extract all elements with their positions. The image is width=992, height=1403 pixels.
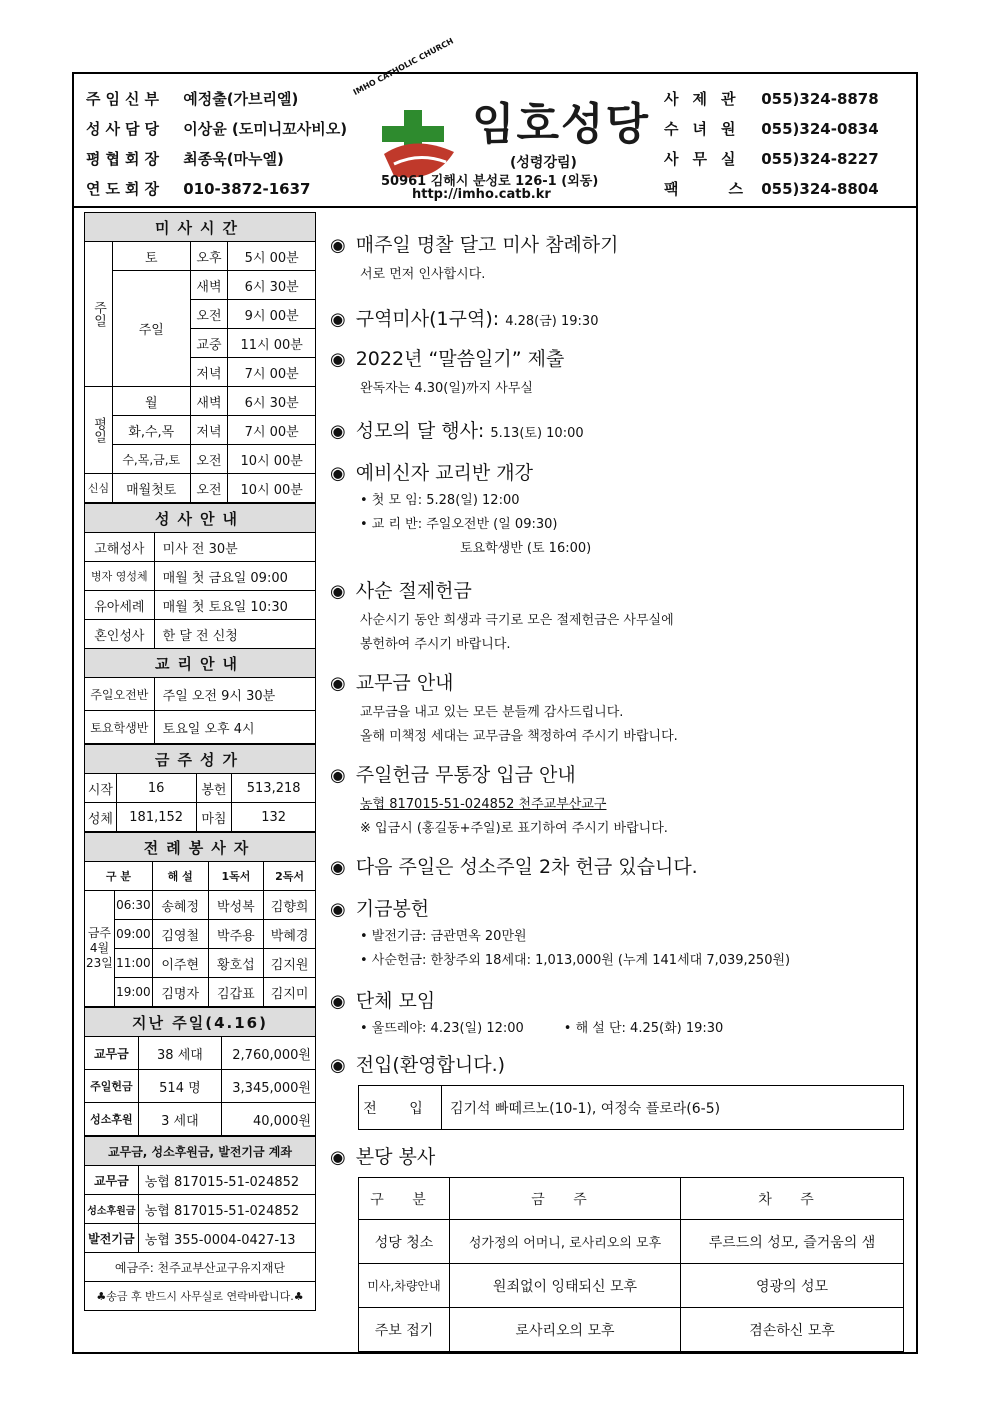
bullet-icon: ◉ — [330, 1147, 346, 1168]
notice-diary: ◉ 2022년 “말씀일기” 제출 완독자는 4.30(일)까지 사무실 — [330, 348, 565, 396]
header-yeondo: 연도회장 010-3872-1637 — [86, 180, 311, 198]
notice-bank-transfer: ◉ 주일헌금 무통장 입금 안내 농협 817015-51-024852 천주교부산교구 ※ 입금시 (홍길동+주일)로 표기하여 주시기 바랍니다. — [330, 764, 668, 836]
sunday-label: 주일 — [85, 242, 113, 387]
bullet-icon: ◉ — [330, 581, 346, 602]
bullet-icon: ◉ — [330, 421, 346, 442]
accounts-title: 교무금, 성소후원금, 발전기금 계좌 — [85, 1137, 316, 1166]
last-week-title: 지난 주일(4.16) — [85, 1008, 316, 1037]
header-fax: 팩스 055)324-8804 — [664, 180, 879, 198]
bullet-icon: ◉ — [330, 765, 346, 786]
notice-district-mass: ◉ 구역미사(1구역): 4.28(금) 19:30 — [330, 308, 599, 330]
church-address: 50961 김해시 분성로 126-1 (외동) — [381, 174, 599, 189]
notice-lent-offering: ◉ 사순 절제헌금 사순시기 동안 희생과 극기로 모은 절제헌금은 사무실에 봉헌하여 주시기 바랍니다. — [330, 580, 674, 652]
servers-date: 금주 4월 23일 — [85, 891, 115, 1007]
bullet-icon: ◉ — [330, 857, 346, 878]
notice-vocation-sunday: ◉ 다음 주일은 성소주일 2차 헌금 있습니다. — [330, 856, 698, 878]
notice-nametag: ◉ 매주일 명찰 달고 미사 참례하기 서로 먼저 인사합시다. — [330, 234, 619, 282]
header-sacrament: 성사담당 이상윤 (도미니꼬사비오) — [86, 120, 348, 138]
mass-title: 미사시간 — [85, 213, 316, 242]
bullet-icon: ◉ — [330, 673, 346, 694]
sacrament-title: 성사안내 — [85, 504, 316, 533]
notice-welcome: ◉ 전입(환영합니다.) 전 입 김기석 빠떼르노(10-1), 여정숙 플로라(6-5) — [330, 1050, 910, 1130]
depositor: 예금주: 천주교부산교구유지재단 — [85, 1253, 316, 1282]
mass-table: 미사시간 주일 토 오후 5시 00분 주일 새벽 6시 30분 오전 9시 00분 교중 11시 00분 저녁 7시 00분 평일 월 새벽 6시 30분 화,수,목 저녁 7시 00분 수,목,금,토 오전 10시 00분 신심 매월첫토 오전 10시 00분 — [84, 212, 316, 503]
notice-fund: ◉ 기금봉헌 • 발전기금: 금관면옥 20만원 • 사순헌금: 한창주외 18세대: 1,013,000원 (누계 141세대 7,039,250원) — [330, 898, 791, 968]
notice: ♣송금 후 반드시 사무실로 연락바랍니다.♣ — [85, 1282, 316, 1311]
bullet-icon: ◉ — [330, 991, 346, 1012]
servers-title: 전례봉사자 — [85, 833, 316, 862]
church-name: 임호성당 — [472, 99, 651, 150]
header — [74, 36, 916, 208]
bullet-icon: ◉ — [330, 899, 346, 920]
church-subtitle: (성령강림) — [510, 155, 577, 171]
last-week-table: 지난 주일(4.16) 교무금 38 세대 2,760,000원 주일헌금 514 명 3,345,000원 성소후원 3 세대 40,000원 — [84, 1007, 316, 1136]
notice-mary-month: ◉ 성모의 달 행사: 5.13(토) 10:00 — [330, 420, 584, 442]
catechism-title: 교리안내 — [85, 649, 316, 678]
notice-catechumen: ◉ 예비신자 교리반 개강 • 첫 모 임: 5.28(일) 12:00 • 교 리 반: 주일오전반 (일 09:30) 토요학생반 (토 16:00) — [330, 462, 592, 556]
bullet-icon: ◉ — [330, 309, 346, 330]
header-council: 평협회장 최종욱(마누엘) — [86, 150, 284, 168]
church-english-name: IMHO CATHOLIC CHURCH — [351, 36, 456, 97]
header-convent: 수녀원 055)324-0834 — [664, 120, 879, 138]
bullet-icon: ◉ — [330, 463, 346, 484]
header-office: 사무실 055)324-8227 — [664, 150, 879, 168]
sacrament-table: 성사안내 고해성사 미사 전 30분 병자 영성체 매월 첫 금요일 09:00 유아세례 매월 첫 토요일 10:30 혼인성사 한 달 전 신청 교리안내 주일오전반 주일 오전 9시 30분 토요학생반 토요일 오후 4시 — [84, 503, 316, 744]
welcome-table: 전 입 김기석 빠떼르노(10-1), 여정숙 플로라(6-5) — [358, 1085, 904, 1130]
church-url[interactable]: http://imho.catb.kr — [412, 187, 551, 202]
bullet-icon: ◉ — [330, 235, 346, 256]
header-rectory: 사제관 055)324-8878 — [664, 90, 879, 108]
notice-group-meeting: ◉ 단체 모임 • 울뜨레야: 4.23(일) 12:00 • 해 설 단: 4.25(화) 19:30 — [330, 990, 724, 1036]
bullet-icon: ◉ — [330, 1055, 346, 1076]
hymn-title: 금주성가 — [85, 745, 316, 774]
bulletin-frame — [72, 36, 918, 1354]
servers-table: 전례봉사자 구 분 해 설 1독서 2독서 금주 4월 23일 06:30 송혜정 박성복 김향희 09:00 김영철 박주용 박혜경 11:00 이주현 황호섭 김지원 19:00 김명자 김갑표 김지미 — [84, 832, 316, 1007]
duty-table: 구 분 금 주 차 주 성당 청소 성가정의 어머니, 로사리오의 모후 루르드의 성모, 즐거움의 샘 미사,차량안내 원죄없이 잉태되신 모후 영광의 성모 주보 접기 로사리오의 모후 겸손하신 모후 — [358, 1177, 904, 1352]
hymn-table: 금주성가 시작 16 봉헌 513,218 성체 181,152 마침 132 — [84, 744, 316, 832]
bullet-icon: ◉ — [330, 349, 346, 370]
weekday-label: 평일 — [85, 387, 113, 474]
notice-dues: ◉ 교무금 안내 교무금을 내고 있는 모든 분들께 감사드립니다. 올해 미책정 세대는 교무금을 책정하여 주시기 바랍니다. — [330, 672, 678, 744]
header-priest: 주임신부 예정출(가브리엘) — [86, 90, 299, 108]
notice-duty: ◉ 본당 봉사 구 분 금 주 차 주 성당 청소 성가정의 어머니, 로사리오의 모후 루르드의 성모, 즐거움의 샘 미사,차량안내 원죄없이 잉태되신 모후 영광의 성모 주보 접기 로사리오의 모후 겸손하신 모후 — [330, 1142, 910, 1352]
accounts-table: 교무금, 성소후원금, 발전기금 계좌 교무금 농협 817015-51-024852 성소후원금 농협 817015-51-024852 발전기금 농협 355-0004-0427-13 예금주: 천주교부산교구유지재단 ♣송금 후 반드시 사무실로 연락바랍니다.♣ — [84, 1136, 316, 1311]
left-column — [84, 212, 316, 1311]
